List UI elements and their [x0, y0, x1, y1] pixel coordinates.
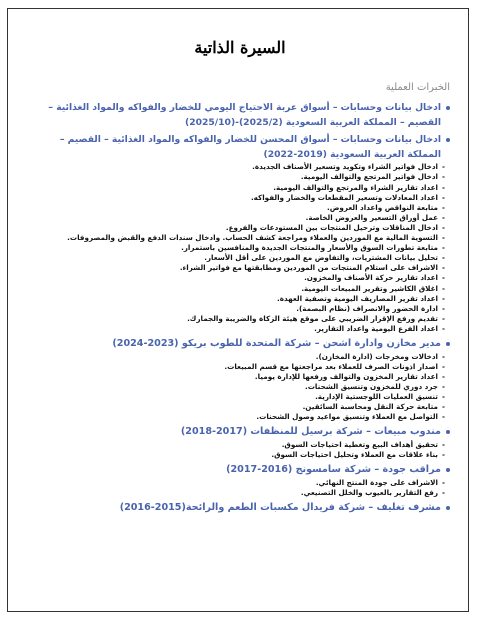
job-title: مشرف تغليف – شركة فريدال مكسبات الطعم والرائحة(2015-2016) [119, 501, 441, 513]
task-item: - التواصل مع العملاء وتنسيق مواعيد وصول الشحنات. [256, 412, 445, 422]
bullet-icon [446, 430, 450, 434]
task-item: - ادخال فواتير المرتجع والتوالف اليومية. [300, 172, 445, 182]
task-item: - اصدار اذونات الصرف للعملاء بعد مراجعتها مع قسم المبيعات. [224, 361, 445, 371]
job-title: مندوب مبيعات – شركة برسيل للمنظفات (2017-2018) [180, 426, 441, 438]
task-item: - بناء علاقات مع العملاء وتحليل احتياجات السوق. [271, 449, 445, 459]
task-item: - ادارة الحضور والانصراف (نظام البصمة). [296, 303, 445, 313]
task-item: - متابعة حركة النقل ومحاسبة السائقين. [302, 402, 445, 412]
task-item: - تحليل بيانات المشتريات، والتفاوض مع الموردين على أقل الأسعار. [204, 253, 445, 263]
experience-list [38, 98, 450, 515]
job-item [38, 133, 450, 162]
task-item: - تقديم ورفع الإقرار الضريبي على موقع هيئة الزكاة والضريبة والجمارك. [187, 313, 445, 323]
task-item: - اعداد تقارير الشراء والمرتجع والتوالف اليومية. [273, 182, 445, 192]
bullet-icon [446, 138, 450, 142]
task-item: - التسوية المالية مع الموردين والعملاء ومراجعة كشف الحساب. وادخال سندات الدفع والقبض والمصروفات. [67, 233, 445, 243]
job-item [38, 501, 450, 516]
task-item: - متابعة النواقص واعداد العروض. [327, 202, 445, 212]
bullet-icon [446, 506, 450, 510]
task-item: - اغلاق الكاشير وتقرير المبيعات اليومية. [301, 283, 445, 293]
job-title: ادخال بيانات وحسابات – أسواق عربة الاحتياج اليومي للخضار والفواكه والمواد الغذائية – القصيم – المملكة العربية السعودية (2025/2)-(2025/10) [48, 102, 441, 128]
task-item: - الاشراف على استلام المنتجات من الموردين ومطابقتها مع فواتير الشراء. [179, 263, 445, 273]
task-item: - ادخالات ومخرجات (ادارة المخازن). [315, 351, 445, 361]
task-item: - الاشراف على جودة المنتج النهائي. [315, 477, 445, 487]
job-item [38, 101, 450, 130]
job-title: مراقب جودة – شركة سامسونج (2016-2017) [226, 464, 441, 475]
task-item: - متابعة تطورات السوق والأسعار والمنتجات الجديدة والمنافسين باستمرار. [181, 243, 445, 253]
task-item: - جرد دوري للمخزون وتنسيق الشحنات. [304, 381, 445, 391]
task-item: - اعداد المعادلات وتسعير المقطعات والخضار والفواكه. [250, 192, 445, 202]
section-heading: الخبرات العملية [385, 82, 450, 93]
task-item: - عمل أوراق التسعير والعروض الخاصة. [305, 212, 445, 222]
task-item: - رفع التقارير بالعيوب والخلل التصنيعي. [300, 487, 445, 497]
bullet-icon [446, 106, 450, 110]
task-item: - ادخال المناقلات وترحيل المنتجات بين المستودعات والفروع. [225, 222, 445, 232]
job-title: ادخال بيانات وحسابات – أسواق المحسن للخضار والفواكه والمواد الغذائية – القصيم – المملكة العربية السعودية (2019-2022) [59, 134, 441, 160]
job-title: مدير مخازن وادارة اشحن – شركة المتحدة للطوب بريكو (2023-2024) [112, 337, 441, 349]
bullet-icon [446, 342, 450, 346]
task-item: - تحقيق أهداف البيع وتغطية احتياجات السوق. [281, 439, 445, 449]
task-item: - اعداد تقرير المصاريف اليومية وتصفية العهدة. [276, 293, 445, 303]
page-title: السيرة الذاتية [194, 38, 286, 57]
task-item: - ادخال فواتير الشراء وتكويد وتسعير الأصناف الجديدة. [252, 162, 445, 172]
job-item [38, 337, 450, 352]
bullet-icon [446, 468, 450, 472]
job-item [38, 463, 450, 478]
task-item: - تنسيق العمليات اللوجستية الإدارية. [315, 391, 445, 401]
task-item: - اعداد الفرع اليومية واعداد التقارير. [314, 323, 445, 333]
task-item: - اعداد تقارير المخزون والتوالف ورفعها للإدارة يوميا. [254, 371, 445, 381]
task-item: - اعداد تقارير حركة الأصناف والمخزون. [304, 273, 445, 283]
job-item [38, 425, 450, 440]
